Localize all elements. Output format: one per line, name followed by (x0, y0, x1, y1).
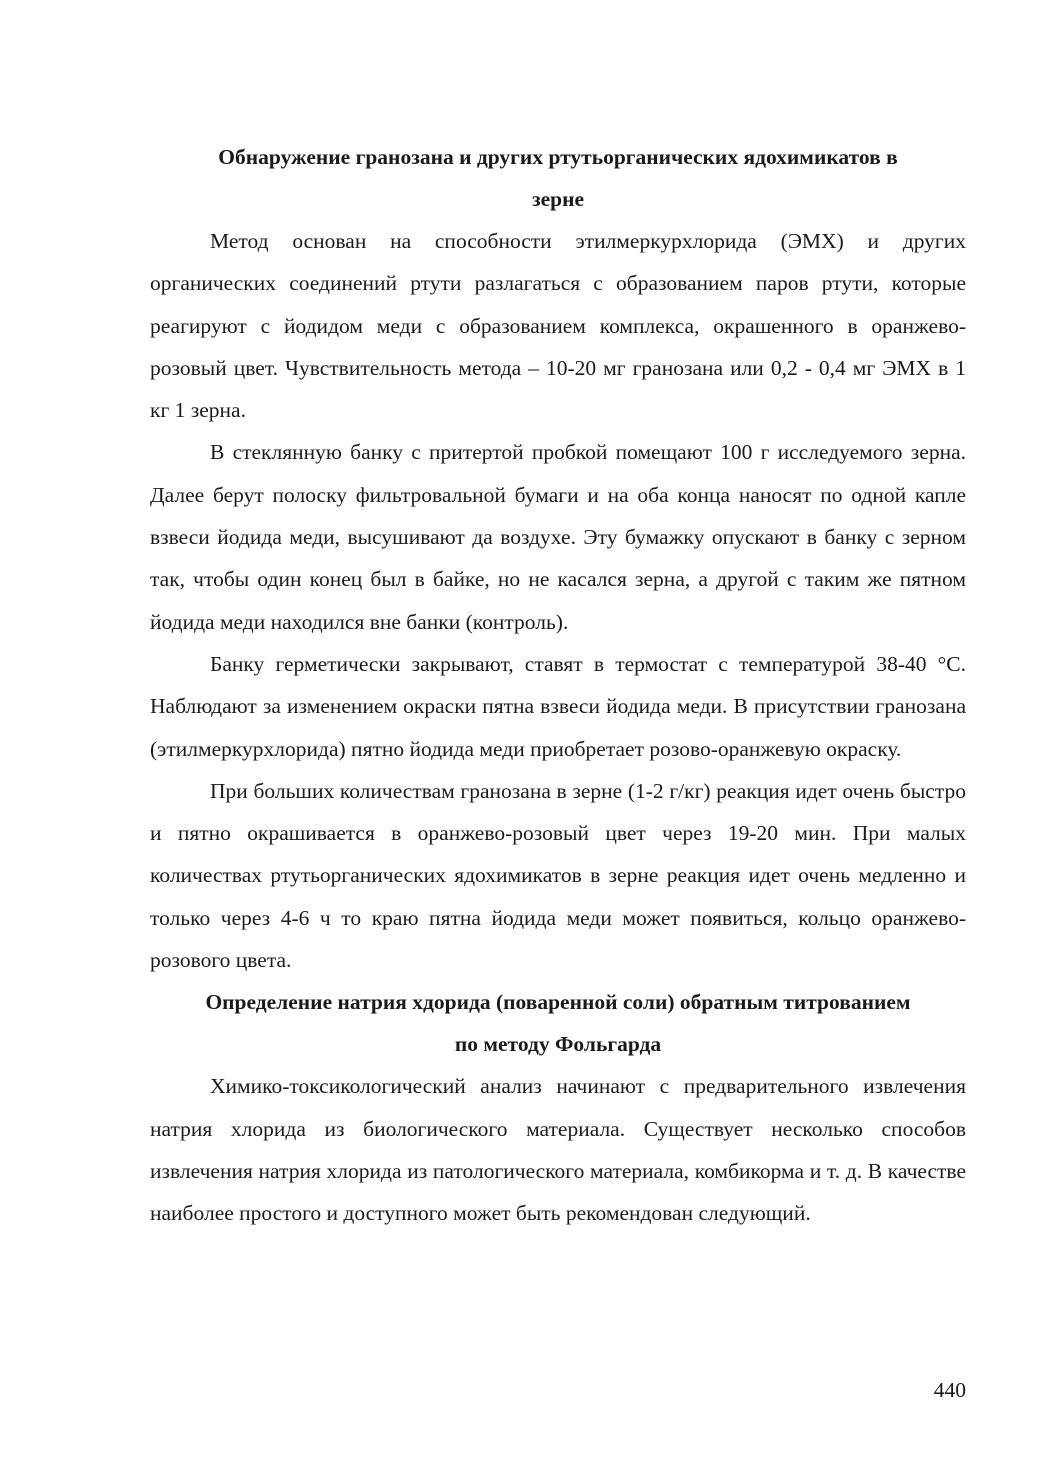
section-title-line-2: по методу Фольгарда (454, 1032, 662, 1057)
paragraph: Химико-токсикологический анализ начинают с предварительного извлечения натрия хлорида из биологического материала. Существует несколько способов извлечения натрия хлорида из патологического материала, комбикорма и т. д. В качестве наиболее простого и доступного может быть рекомендован следующий. (150, 1074, 966, 1226)
section-title-line-1: Обнаружение гранозана и других ртутьорганических ядохимикатов в (218, 145, 898, 169)
page-number: 440 (933, 1378, 966, 1402)
paragraph: Метод основан на способности этилмеркурхлорида (ЭМХ) и других органических соединений ртути разлагаться с образованием паров ртути, которые реагируют с йодидом меди с образованием комплекса, окрашенного в оранжево-розовый цвет. Чувствительность метода – 10-20 мг гранозана или 0,2 - 0,4 мг ЭМХ в 1 кг 1 зерна. (150, 229, 966, 423)
section-title (150, 136, 966, 220)
section-title-line-1: Определение натрия хдорида (поваренной соли) обратным титрованием (205, 990, 911, 1015)
paragraph: Банку герметически закрывают, ставят в термостат с температурой 38-40 °С. Наблюдают за изменением окраски пятна взвеси йодида меди. В присутствии гранозана (этилмеркурхлорида) пятно йодида меди приобретает розово-оранжевую окраску. (150, 651, 966, 761)
section-title (150, 981, 966, 1065)
document-page (150, 136, 966, 1235)
paragraph: В стеклянную банку с притертой пробкой помещают 100 г исследуемого зерна. Далее берут полоску фильтровальной бумаги и на оба конца наносят по одной капле взвеси йодида меди, высушивают да воздухе. Эту бумажку опускают в банку с зерном так, чтобы один конец был в байке, но не касался зерна, а другой с таким же пятном йодида меди находился вне банки (контроль). (150, 440, 966, 634)
paragraph: При больших количествам гранозана в зерне (1-2 г/кг) реакция идет очень быстро и пятно окрашивается в оранжево-розовый цвет через 19-20 мин. При малых количествах ртутьорганических ядохимикатов в зерне реакция идет очень медленно и только через 4-6 ч то краю пятна йодида меди может появиться, кольцо оранжево-розового цвета. (150, 778, 966, 973)
section-title-line-2: зерне (531, 187, 585, 211)
